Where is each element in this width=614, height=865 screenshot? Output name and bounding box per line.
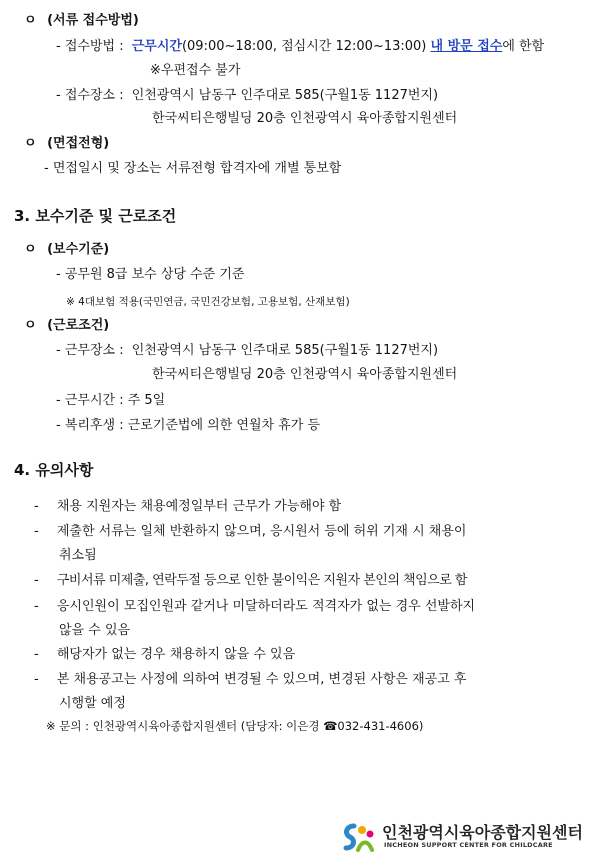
bullet: ㅇ	[24, 242, 37, 257]
org-logo	[340, 818, 600, 858]
dash: -	[34, 573, 39, 588]
place-label: - 근무장소 :	[56, 343, 124, 358]
place-address: 인천광역시 남동구 인주대로 585(구월1동 1127번지)	[131, 343, 439, 358]
dash: -	[34, 647, 39, 662]
method-visit: 내 방문 접수	[430, 39, 503, 54]
dash: -	[34, 672, 39, 687]
notice-continuation: 취소됨	[59, 548, 97, 563]
interview-heading	[24, 135, 109, 152]
dash: -	[34, 499, 39, 514]
receipt-place-line2: 한국씨티은행빌딩 20층 인천광역시 육아종합지원센터	[152, 111, 458, 126]
receipt-place-line1	[56, 87, 438, 104]
org-name-en: INCHEON SUPPORT CENTER FOR CHILDCARE	[384, 841, 553, 849]
receipt-heading	[24, 12, 139, 29]
heading-text: (근로조건)	[47, 318, 110, 333]
receipt-method-line	[56, 38, 544, 55]
conditions-hours: - 근무시간 : 주 5일	[56, 393, 166, 408]
notice-continuation: 않을 수 있음	[59, 623, 131, 638]
notice-item	[34, 598, 475, 615]
receipt-note: ※우편접수 불가	[150, 63, 241, 78]
method-tail: 에 한함	[502, 39, 545, 54]
notice-item	[34, 646, 295, 663]
place-address: 인천광역시 남동구 인주대로 585(구월1동 1127번지)	[131, 88, 439, 103]
notice-item	[34, 671, 466, 688]
heading-text: (면접전형)	[47, 136, 110, 151]
bullet: ㅇ	[24, 318, 37, 333]
heading-text: (서류 접수방법)	[47, 13, 139, 28]
notice-item	[34, 572, 467, 589]
section-3-title: 3. 보수기준 및 근로조건	[14, 207, 177, 225]
interview-line: - 면접일시 및 장소는 서류전형 합격자에 개별 통보함	[44, 161, 342, 176]
pay-heading	[24, 241, 109, 258]
pay-line: - 공무원 8급 보수 상당 수준 기준	[56, 267, 245, 282]
section-4-title: 4. 유의사항	[14, 461, 94, 479]
notice-text: 응시인원이 모집인원과 같거나 미달하더라도 적격자가 없는 경우 선발하지	[56, 599, 476, 614]
org-logo-mark-icon	[340, 818, 380, 858]
conditions-place-line1	[56, 342, 438, 359]
notice-continuation: 시행할 예정	[59, 696, 126, 711]
notice-item	[34, 523, 466, 540]
contact-note: ※ 문의 : 인천광역시육아종합지원센터 (담당자: 이은경 ☎032-431-4606)	[46, 719, 424, 733]
notice-text: 본 채용공고는 사정에 의하여 변경될 수 있으며, 변경된 사항은 재공고 후	[56, 672, 467, 687]
notice-text: 구비서류 미제출, 연락두절 등으로 인한 불이익은 지원자 본인의 책임으로 함	[56, 573, 467, 588]
bullet: ㅇ	[24, 136, 37, 151]
method-label: - 접수방법 :	[56, 39, 124, 54]
dash: -	[34, 599, 39, 614]
notice-text: 해당자가 없는 경우 채용하지 않을 수 있음	[56, 647, 296, 662]
notice-item	[34, 498, 341, 515]
method-time: (09:00~18:00, 점심시간 12:00~13:00)	[181, 39, 427, 54]
dash: -	[34, 524, 39, 539]
conditions-welfare: - 복리후생 : 근로기준법에 의한 연월차 휴가 등	[56, 418, 321, 433]
notice-text: 제출한 서류는 일체 반환하지 않으며, 응시원서 등에 허위 기재 시 채용이	[56, 524, 467, 539]
method-hours: 근무시간	[131, 39, 182, 54]
notice-text: 채용 지원자는 채용예정일부터 근무가 가능해야 함	[56, 499, 342, 514]
pay-note: ※ 4대보험 적용(국민연금, 국민건강보험, 고용보험, 산재보험)	[66, 296, 350, 308]
heading-text: (보수기준)	[47, 242, 110, 257]
bullet: ㅇ	[24, 13, 37, 28]
conditions-place-line2: 한국씨티은행빌딩 20층 인천광역시 육아종합지원센터	[152, 367, 458, 382]
place-label: - 접수장소 :	[56, 88, 124, 103]
conditions-heading	[24, 317, 109, 334]
org-name-kr: 인천광역시육아종합지원센터	[382, 823, 583, 842]
